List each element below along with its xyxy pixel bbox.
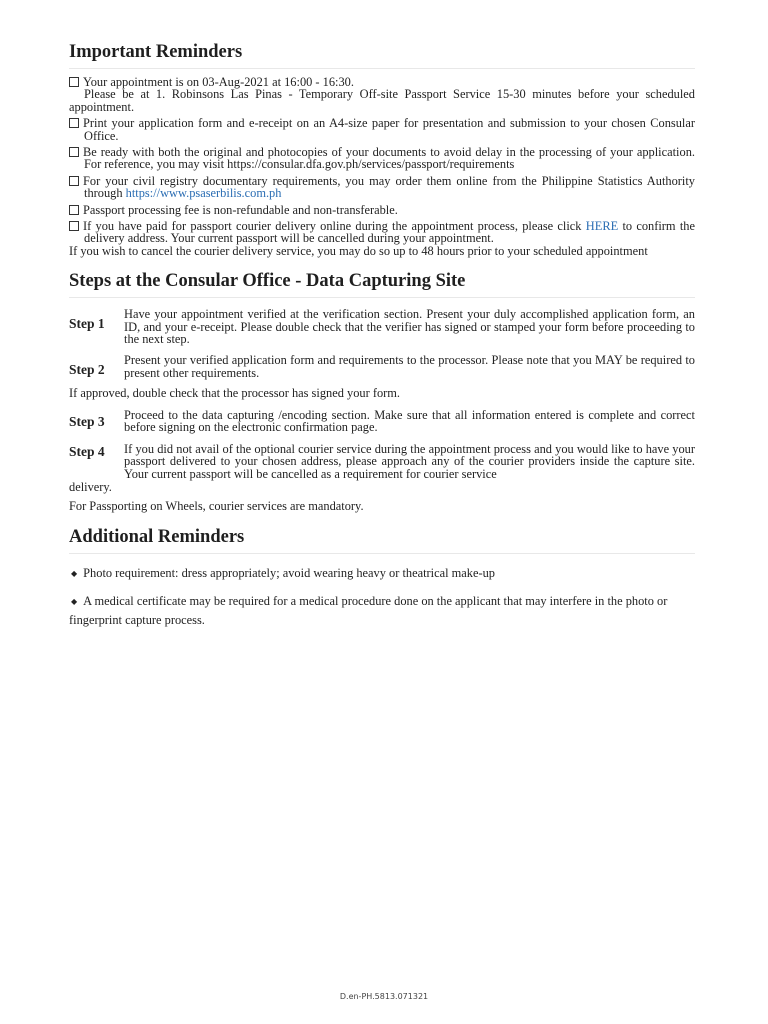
step-text: Have your appointment verified at the verification section. Present your duly accomplished application form, an ID, and your e-receipt. Please double check that the verifier has signed or stamped your form before proceeding to the next step. (124, 307, 695, 347)
courier-text-after: to confirm the delivery address. Your current passport will be cancelled during your appointment. (84, 219, 695, 246)
list-item (69, 592, 695, 629)
step-text: Proceed to the data capturing /encoding section. Make sure that all information entered is complete and correct before signing on the electronic confirmation page. (124, 407, 695, 435)
appointment-location-text: Please be at 1. Robinsons Las Pinas - Temporary Off-site Passport Service 15-30 minutes before your scheduled appointment. (69, 87, 695, 114)
checkbox-icon[interactable] (69, 118, 79, 128)
additional-reminders-heading: Additional Reminders (69, 527, 695, 554)
print-form-text: Print your application form and e-receipt on an A4-size paper for presentation and submission to your chosen Consular Office. (83, 116, 695, 143)
fee-text: Passport processing fee is non-refundable and non-transferable. (83, 202, 398, 217)
bullet-icon: ◆ (71, 596, 78, 606)
checkbox-icon[interactable] (69, 205, 79, 215)
reminder-civil-registry (69, 175, 695, 200)
checkbox-icon[interactable] (69, 77, 79, 87)
footer-code: D.en-PH.5813.071321 (339, 992, 429, 1001)
list-item (69, 564, 695, 583)
cancel-courier-note: If you wish to cancel the courier delivery service, you may do so up to 48 hours prior to your scheduled appointment (69, 243, 648, 258)
reminder-documents (69, 146, 695, 171)
list-item-text: Photo requirement: dress appropriately; avoid wearing heavy or theatrical make-up (83, 565, 495, 580)
appointment-date-text: Your appointment is on 03-Aug-2021 at 16:00 - 16:30. (83, 75, 354, 89)
list-item-text: A medical certificate may be required for a medical procedure done on the applicant that may interfere in the photo or fingerprint capture process. (69, 593, 668, 627)
step-label: Step 1 (69, 316, 105, 332)
step-label: Step 3 (69, 413, 105, 429)
step-text: Present your verified application form and requirements to the processor. Please note that you MAY be required to present other requirements. (124, 353, 695, 380)
checkbox-icon[interactable] (69, 147, 79, 157)
courier-text-before: If you have paid for passport courier delivery online during the appointment process, please click (83, 219, 582, 234)
important-reminders-heading: Important Reminders (69, 42, 695, 69)
checkbox-icon[interactable] (69, 176, 79, 186)
reminder-appointment (69, 76, 695, 113)
approved-note: If approved, double check that the processor has signed your form. (69, 386, 401, 401)
step-4-continued: delivery. (69, 479, 112, 494)
civil-registry-text: For your civil registry documentary requirements, you may order them online from the Philippine Statistics Authority through (83, 173, 695, 201)
step-label: Step 2 (69, 362, 105, 378)
reminder-fee (69, 204, 695, 216)
wheels-note: For Passporting on Wheels, courier services are mandatory. (69, 499, 364, 514)
step-3 (69, 409, 695, 435)
reminder-print-form (69, 117, 695, 142)
steps-heading: Steps at the Consular Office - Data Capturing Site (69, 271, 695, 298)
document-page (69, 42, 695, 629)
additional-reminders-section (69, 527, 695, 629)
reminder-courier (69, 220, 695, 245)
important-reminders-section (69, 42, 695, 257)
documents-text: Be ready with both the original and photocopies of your documents to avoid delay in the processing of your application. For reference, you may visit https://consular.dfa.gov.ph/services/passport/requirements (83, 145, 695, 172)
step-2 (69, 354, 695, 384)
psa-link[interactable]: https://www.psaserbilis.com.ph (125, 186, 282, 201)
step-4 (69, 443, 695, 481)
step-text: If you did not avail of the optional courier service during the appointment process and you would like to have your passport delivered to your chosen address, please approach any of the courier providers inside the capture site. Your current passport will be cancelled as a requirement for courier service (124, 441, 695, 482)
checkbox-icon[interactable] (69, 221, 79, 231)
steps-section (69, 271, 695, 513)
here-link[interactable]: HERE (585, 219, 619, 234)
step-label: Step 4 (69, 443, 105, 459)
step-1 (69, 308, 695, 346)
bullet-icon: ◆ (71, 568, 78, 578)
